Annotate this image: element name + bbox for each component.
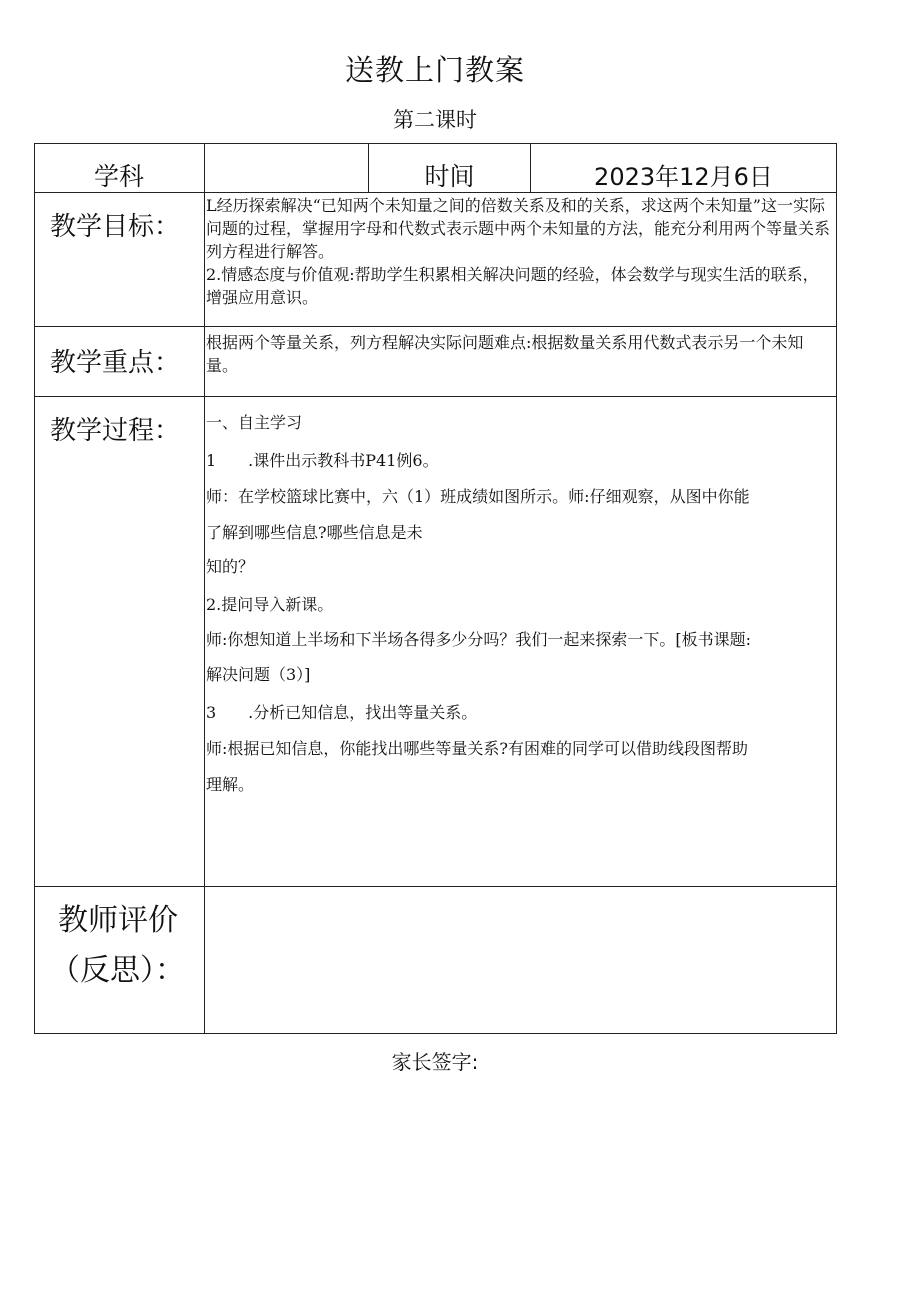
process-line: 师：在学校篮球比赛中，六（1）班成绩如图所示。师:仔细观察，从图中你能 <box>206 487 750 506</box>
date-value: 2023年12月6日 <box>594 163 773 191</box>
process-line: 1 .课件出示教科书P41例6。 <box>206 451 439 470</box>
subject-value <box>205 157 368 191</box>
row-divider <box>34 326 837 327</box>
objective-item-1: L经历探索解决“已知两个未知量之间的倍数关系及和的关系，求这两个未知量”这一实际问题的过程，掌握用字母和代数式表示题中两个未知量的方法，能充分利用两个等量关系列方程进行解答。 <box>206 196 831 261</box>
key-points-label: 教学重点： <box>50 348 181 378</box>
lesson-subtitle: 第二课时 <box>393 108 477 132</box>
process-line: 理解。 <box>206 775 255 794</box>
column-divider <box>204 143 205 1034</box>
document-title: 送教上门教案 <box>344 53 525 87</box>
objective-item-2: 2.情感态度与价值观:帮助学生积累相关解决问题的经验，体会数学与现实生活的联系，增强应用意识。 <box>206 265 819 307</box>
row-divider <box>34 886 837 887</box>
objectives-label: 教学目标： <box>50 212 181 242</box>
evaluation-label <box>50 896 200 996</box>
process-line: 师:你想知道上半场和下半场各得多少分吗？我们一起来探索一下。[板书课题: <box>206 630 752 649</box>
table-border-right <box>836 143 837 1034</box>
table-border-top <box>34 143 837 144</box>
evaluation-label-line2: （反思）： <box>50 953 185 988</box>
table-border-left <box>34 143 35 1034</box>
table-border-bottom <box>34 1033 837 1034</box>
key-points-text: 根据两个等量关系，列方程解决实际问题难点:根据数量关系用代数式表示另一个未知量。 <box>206 333 804 375</box>
process-label: 教学过程： <box>50 416 181 446</box>
time-label: 时间 <box>424 162 475 191</box>
evaluation-label-line1: 教师评价 <box>58 903 178 938</box>
process-line: 3 .分析已知信息，找出等量关系。 <box>206 703 478 722</box>
process-line: 知的？ <box>206 557 255 576</box>
subject-label: 学科 <box>93 162 144 191</box>
parent-signature: 家长签字: <box>391 1050 479 1074</box>
objectives-text <box>206 194 832 309</box>
row-divider <box>34 396 837 397</box>
row-divider <box>34 192 837 193</box>
process-line: 解决问题（3）] <box>206 665 311 684</box>
process-line: 师:根据已知信息，你能找出哪些等量关系?有困难的同学可以借助线段图帮助 <box>206 739 748 758</box>
process-line: 一、自主学习 <box>206 413 303 432</box>
process-line: 了解到哪些信息?哪些信息是未 <box>206 523 423 542</box>
process-line: 2.提问导入新课。 <box>206 595 334 614</box>
